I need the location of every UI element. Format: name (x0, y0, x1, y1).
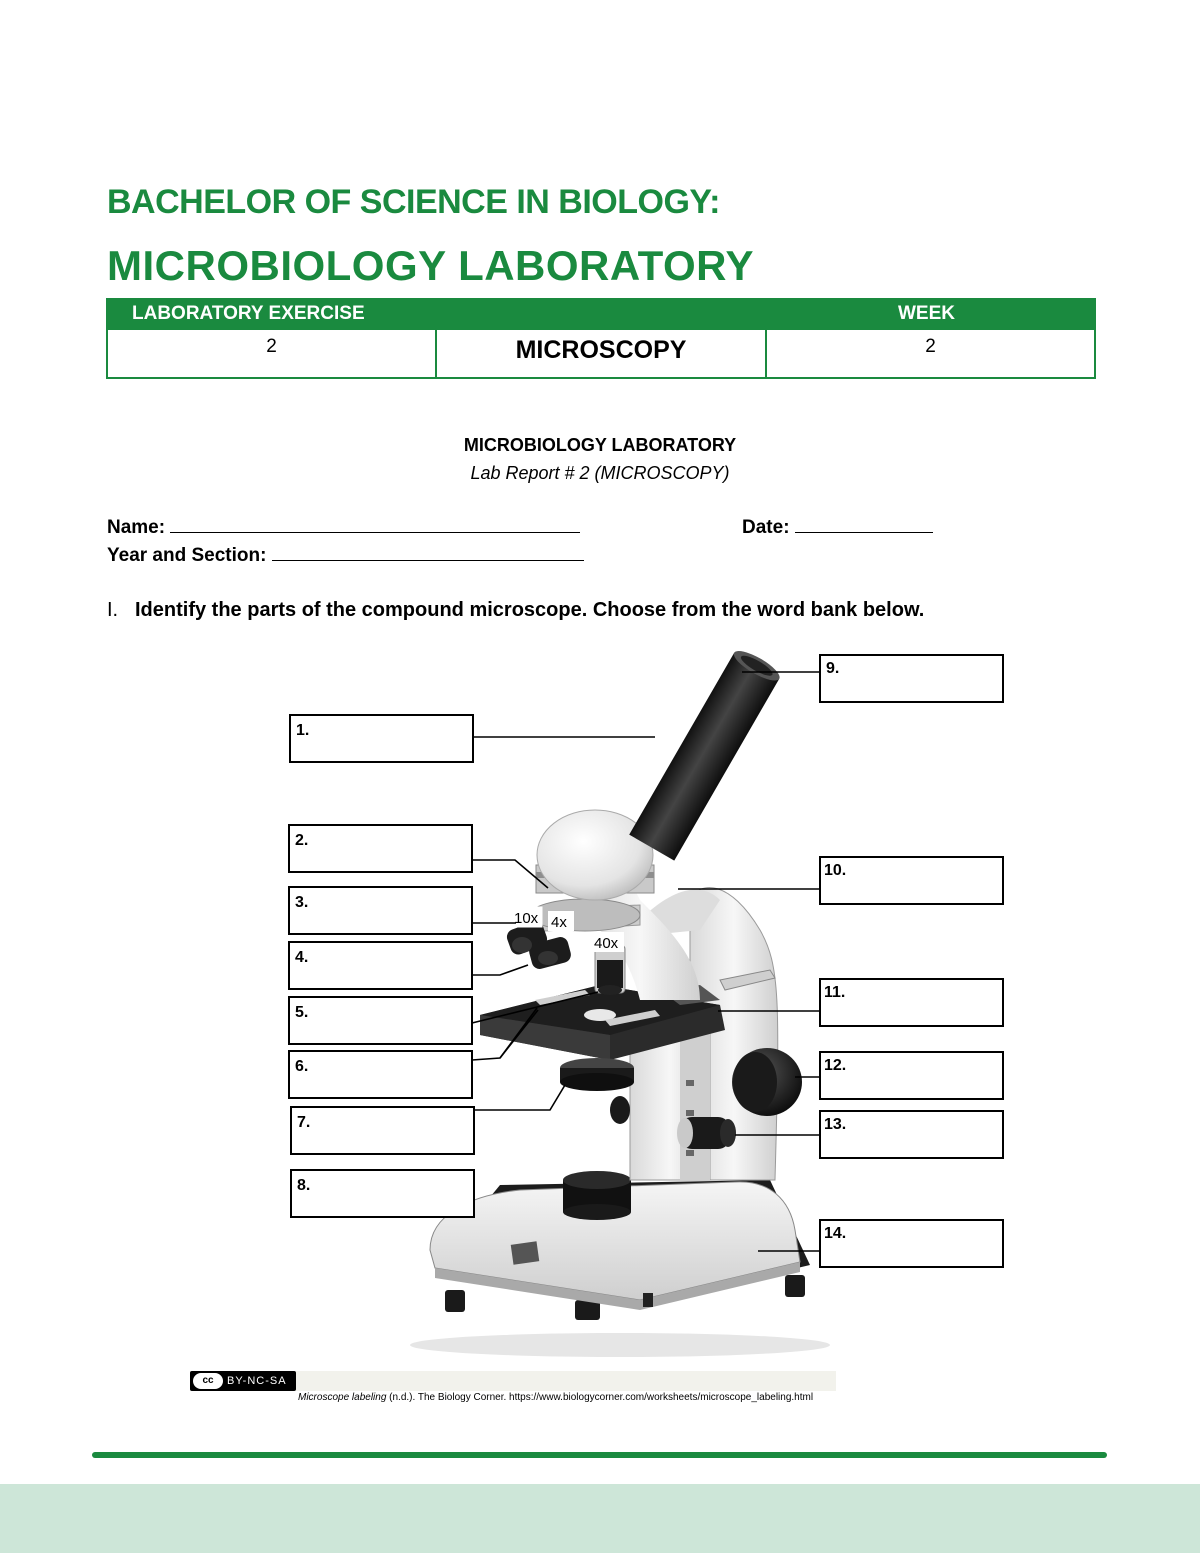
label-box-2[interactable] (289, 825, 472, 872)
exercise-info-table (106, 298, 1096, 379)
label-number-2: 2. (295, 832, 309, 849)
label-number-10: 10. (824, 862, 847, 879)
objective-label-4x: 4x (551, 914, 567, 931)
label-box-14[interactable] (820, 1220, 1003, 1267)
label-number-7: 7. (297, 1114, 311, 1131)
image-credit (298, 1392, 813, 1403)
credit-title: Microscope labeling (298, 1392, 387, 1403)
label-box-11[interactable] (820, 979, 1003, 1026)
objective-label-10x: 10x (514, 910, 539, 927)
exercise-column-header: LABORATORY EXERCISE (132, 303, 365, 324)
instruction-numeral: I. (107, 599, 119, 621)
label-box-8[interactable] (291, 1170, 474, 1217)
table-data-row (106, 330, 1096, 379)
microscope-diagram (0, 640, 1200, 1370)
label-box-5[interactable] (289, 997, 472, 1044)
label-number-11: 11. (824, 984, 846, 1001)
course-title: MICROBIOLOGY LABORATORY (107, 242, 754, 289)
year-section-blank[interactable] (272, 544, 584, 561)
label-number-5: 5. (295, 1004, 309, 1021)
label-box-3[interactable] (289, 887, 472, 934)
year-section-label: Year and Section (107, 545, 261, 566)
date-field[interactable]: Date: (742, 516, 933, 539)
label-box-7[interactable] (291, 1107, 474, 1154)
exercise-number-cell (108, 330, 437, 377)
footer-divider (92, 1452, 1107, 1458)
footer-band (0, 1484, 1200, 1553)
name-field[interactable]: Name: (107, 516, 580, 539)
instruction-text: Identify the parts of the compound microscope. Choose from the word bank below. (135, 599, 925, 621)
report-heading: MICROBIOLOGY LABORATORY (463, 435, 737, 455)
name-blank[interactable] (170, 516, 580, 533)
label-number-3: 3. (295, 894, 309, 911)
week-number: 2 (925, 336, 936, 357)
topic-cell (437, 330, 767, 377)
label-box-13[interactable] (820, 1111, 1003, 1158)
program-title: BACHELOR OF SCIENCE IN BIOLOGY: (107, 183, 720, 221)
year-section-field[interactable]: Year and Section: (107, 544, 584, 567)
label-box-1[interactable] (290, 715, 473, 762)
label-box-4[interactable] (289, 942, 472, 989)
date-blank[interactable] (795, 516, 933, 533)
label-number-1: 1. (296, 722, 310, 739)
label-box-9[interactable] (820, 655, 1003, 702)
cc-license-badge[interactable] (190, 1371, 296, 1391)
label-number-9: 9. (826, 660, 840, 677)
label-number-14: 14. (824, 1225, 847, 1242)
label-box-12[interactable] (820, 1052, 1003, 1099)
week-number-cell (767, 330, 1094, 377)
instruction (107, 599, 924, 622)
date-label: Date (742, 517, 784, 538)
exercise-number: 2 (266, 336, 277, 357)
objective-label-40x: 40x (594, 935, 619, 952)
label-box-10[interactable] (820, 857, 1003, 904)
label-number-8: 8. (297, 1177, 311, 1194)
week-column-header: WEEK (898, 303, 955, 324)
report-subheading: Lab Report # 2 (MICROSCOPY) (470, 463, 730, 483)
name-label: Name (107, 517, 159, 538)
label-number-12: 12. (824, 1057, 847, 1074)
credit-source: (n.d.). The Biology Corner. https://www.biologycorner.com/worksheets/microscope_labeling.html (386, 1392, 814, 1403)
label-number-4: 4. (295, 949, 309, 966)
cc-icon: cc (193, 1373, 223, 1389)
label-box-6[interactable] (289, 1051, 472, 1098)
cc-license-type: BY-NC-SA (227, 1375, 287, 1387)
label-number-6: 6. (295, 1058, 309, 1075)
table-header-row (106, 298, 1096, 330)
exercise-topic: MICROSCOPY (515, 336, 687, 364)
label-number-13: 13. (824, 1116, 847, 1133)
